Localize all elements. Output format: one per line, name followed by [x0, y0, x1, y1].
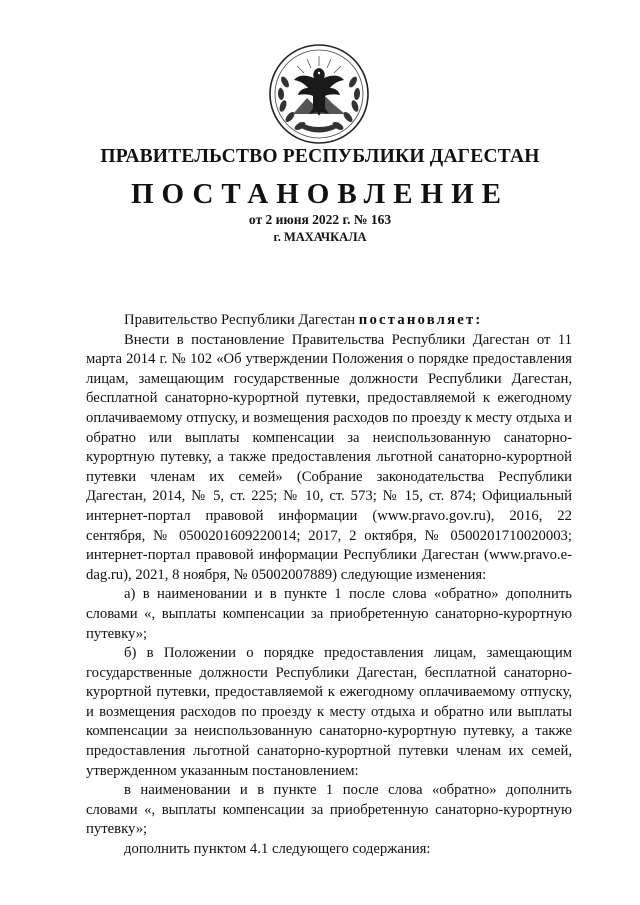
paragraph-name-change: в наименовании и в пункте 1 после слова «обратно» дополнить словами «, выплаты компенсации за приобретенную санаторно-курортную путевку»; — [86, 782, 572, 838]
document-type-title: ПОСТАНОВЛЕНИЕ — [130, 178, 509, 210]
organization-title: ПРАВИТЕЛЬСТВО РЕСПУБЛИКИ ДАГЕСТАН — [100, 146, 540, 167]
paragraph-add-4-1: дополнить пунктом 4.1 следующего содержания: — [124, 841, 431, 858]
preamble — [86, 311, 572, 331]
coat-of-arms-icon — [267, 42, 371, 146]
paragraph-a: а) в наименовании и в пункте 1 после слова «обратно» дополнить словами «, выплаты компенсации за приобретенную санаторно-курортную путевку»; — [86, 586, 572, 642]
document-city: г. МАХАЧКАЛА — [273, 230, 367, 244]
document-body — [86, 311, 572, 860]
preamble-text: Правительство Республики Дагестан — [124, 312, 359, 328]
paragraph-1: Внести в постановление Правительства Республики Дагестан от 11 марта 2014 г. № 102 «Об утверждении Положения о порядке предоставления лицам, замещающим государственные должности Республики Дагестан, бесплатной санаторно-курортной путевки, предоставляемой к ежегодному оплачиваемому отпуску, и возмещения расходов по проезду к месту отдыха и обратно или выплаты компенсации за неиспользованную санаторно-курортную путевку, а также предоставления льготной санаторно-курортной путевки членам их семей» (Собрание законодательства Республики Дагестан, 2014, № 5, ст. 225; № 10, ст. 573; № 15, ст. 874; Официальный интернет-портал правовой информации (www.pravo.gov.ru), 2016, 22 сентября, № 0500201609220014; 2017, 2 октября, № 0500201710020003; интернет-портал правовой информации Республики Дагестан (www.pravo.e-dag.ru), 2021, 8 ноября, № 05002007889) следующие изменения: — [86, 331, 572, 583]
document-date-number: от 2 июня 2022 г. № 163 — [248, 212, 392, 227]
paragraph-b: б) в Положении о порядке предоставления лицам, замещающим государственные должности Республики Дагестан, бесплатной санаторно-курортной путевки, предоставляемой к ежегодному оплачиваемому отпуску, и возмещения расходов по проезду к месту отдыха и обратно или выплаты компенсации за неиспользованную санаторно-курортную путевку, а также предоставления льготной санаторно-курортной путевки членам их семей, утвержденном указанным постановлением: — [86, 645, 572, 779]
preamble-resolves: постановляет: — [358, 312, 483, 328]
